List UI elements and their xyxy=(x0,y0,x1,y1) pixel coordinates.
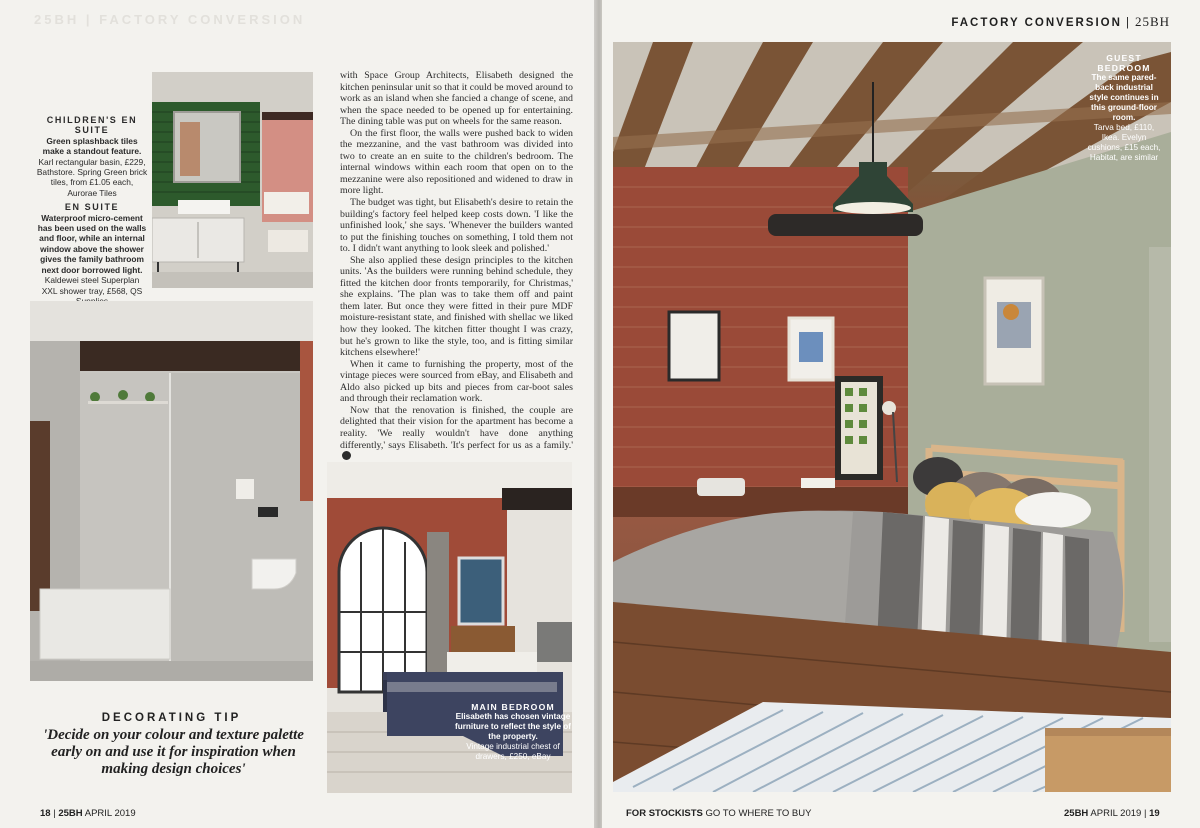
caption-heading-2: EN SUITE xyxy=(64,202,120,213)
left-page xyxy=(0,0,596,828)
caption-heading: CHILDREN'S EN SUITE xyxy=(46,115,138,136)
stockists-text: GO TO WHERE TO BUY xyxy=(705,808,812,819)
caption-details: Vintage industrial chest of drawers, £250, eBay xyxy=(466,742,560,761)
folio-brand: 25BH xyxy=(1064,808,1089,819)
stockists-bold: FOR STOCKISTS xyxy=(626,808,703,819)
body-paragraph-last xyxy=(340,405,573,463)
caption-bold: Green splashback tiles make a standout feature. xyxy=(42,135,142,157)
decorating-tip-quote: 'Decide on your colour and texture palette early on and use it for inspiration when making design choices' xyxy=(43,727,304,777)
running-head-brand: 25BH xyxy=(1134,14,1170,29)
caption-heading: GUEST BEDROOM xyxy=(1097,53,1151,73)
left-folio xyxy=(40,808,136,819)
caption-bold: The same pared-back industrial style continues in this ground-floor room. xyxy=(1089,73,1159,122)
running-head-section: FACTORY CONVERSION xyxy=(951,17,1122,29)
caption-details-2: Kaldewei steel Superplan XXL shower tray, £568, QS xyxy=(41,275,143,296)
body-paragraph: with Space Group Architects, Elisabeth designed the kitchen peninsular unit so that it could be moved around to work as an island when she fancied a change of scene, and when the space needed to be opened up for entertaining. The dining table was put on wheels for the same reason. xyxy=(340,70,573,128)
en-suite-bathroom-photo xyxy=(30,301,313,681)
guest-bedroom-caption xyxy=(1086,53,1162,163)
running-head xyxy=(951,14,1170,30)
caption-bold-2: Waterproof micro-cement has been used on the walls and floor, while an internal window above the shower gives the family bathroom next door borrowed light. xyxy=(37,212,147,275)
caption-bold: Elisabeth has chosen vintage furniture to reflect the style of the property. xyxy=(455,712,572,741)
folio-date: APRIL 2019 xyxy=(84,808,136,819)
article-body xyxy=(340,70,573,463)
body-paragraph-text: Now that the renovation is finished, the couple are delighted that their vision for the apartment has become a reality. 'We really wouldn't have done anything differently,' says Elisabeth. 'It's perfect for us as a family.' xyxy=(340,404,573,451)
body-paragraph: She also applied these design principles to the kitchen units. 'As the builders were running behind schedule, they fitted the kitchen door fronts temporarily, for Christmas,' she explains. 'The plan was to take them off and paint them later. But once they were fitted in their pure MDF moisture-resistant state, and finished with shellac we liked how they looked. The kitchen fitter thought I was crazy, but he's grown to like the style, too, and is fitting similar kitchens elsewhere!' xyxy=(340,254,573,359)
body-paragraph: The budget was tight, but Elisabeth's desire to retain the building's factory feel helped keep costs down. 'I like the unfinished look,' she says. 'Whenever the builders wanted to put the finishing touches on something, I told them not to. I didn't want anything to look sleek and polished.' xyxy=(340,197,573,255)
folio-brand: 25BH xyxy=(58,808,83,819)
page-number: 19 xyxy=(1149,808,1160,819)
main-bedroom-caption xyxy=(455,702,571,762)
end-mark-icon xyxy=(342,451,351,460)
caption-heading: MAIN BEDROOM xyxy=(471,702,555,712)
folio-separator: | xyxy=(53,808,59,819)
body-paragraph: When it came to furnishing the property, most of the vintage pieces were sourced from eBay, and Elisabeth and Aldo also picked up bits and pieces from car-boot sales and through their reclamation work. xyxy=(340,358,573,405)
ghost-running-head: 25BH | FACTORY CONVERSION xyxy=(34,12,306,27)
page-number: 18 xyxy=(40,808,51,819)
decorating-tip-heading: DECORATING TIP xyxy=(101,712,242,724)
caption-details: Tarva bed, £110, Ikea. Evelyn cushions, £15 each, Habitat, are similar xyxy=(1087,123,1161,162)
folio-date: APRIL 2019 xyxy=(1090,808,1142,819)
caption-details: Karl rectangular basin, £229, Bathstore. Spring Green brick tiles, from £1.05 each, Aurorae Tiles xyxy=(36,156,148,198)
stockists-line xyxy=(626,808,811,819)
children-en-suite-caption xyxy=(36,115,148,306)
folio-separator: | xyxy=(1143,808,1150,819)
right-folio xyxy=(1064,808,1160,819)
children-en-suite-photo xyxy=(152,72,313,288)
running-head-separator: | xyxy=(1125,17,1131,29)
body-paragraph: On the first floor, the walls were pushed back to widen the mezzanine, and the vast bathroom was divided into two to create an en suite to the children's bedroom. The internal windows within each room that open on to the mezzanine were also repositioned and widened to draw in more light. xyxy=(340,127,573,197)
